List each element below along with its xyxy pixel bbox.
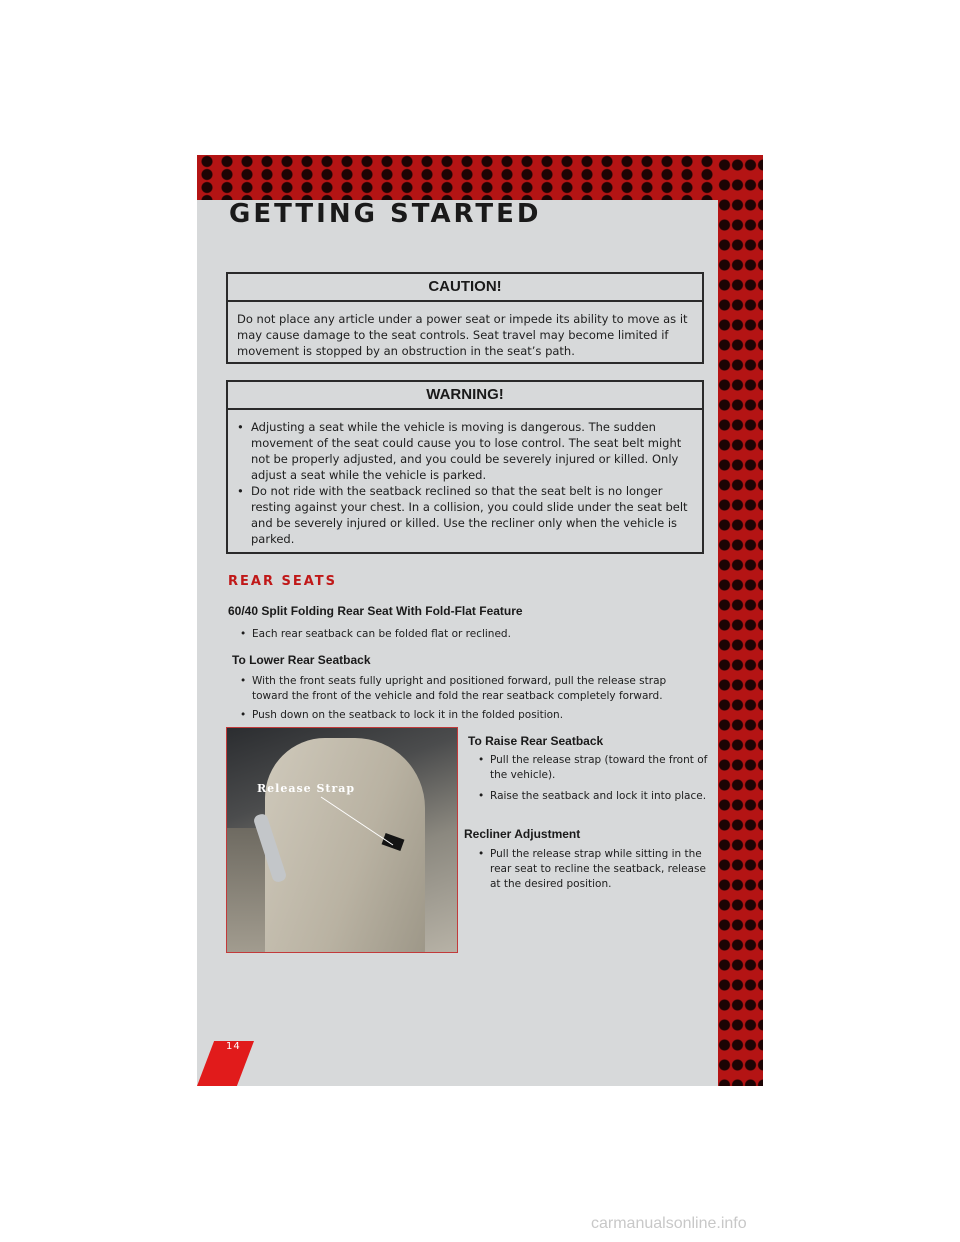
photo-callout-label: Release Strap xyxy=(257,782,356,795)
warning-list xyxy=(237,419,692,547)
lower-seatback-heading: To Lower Rear Seatback xyxy=(232,653,371,667)
warning-heading: WARNING! xyxy=(228,382,702,410)
release-strap-photo xyxy=(226,727,458,953)
callout-line xyxy=(227,728,458,953)
raise-seatback-item: • Raise the seatback and lock it into place. xyxy=(478,789,716,804)
decorative-red-band-top xyxy=(197,155,763,200)
recliner-item: • Pull the release strap while sitting in the rear seat to recline the seatback, release at the desired position. xyxy=(478,847,716,892)
raise-seatback-item: • Pull the release strap (toward the front of the vehicle). xyxy=(478,753,716,783)
caution-heading: CAUTION! xyxy=(228,274,702,302)
feature-bullet: • Each rear seatback can be folded flat or reclined. xyxy=(240,627,712,642)
watermark: carmanualsonline.info xyxy=(591,1215,747,1232)
caution-text: Do not place any article under a power seat or impede its ability to move as it may cause damage to the seat controls. Seat travel may become limited if movement is stopped by an obstruction in the seat’s path. xyxy=(237,312,688,358)
section-title: GETTING STARTED xyxy=(229,199,542,229)
caution-box xyxy=(226,272,704,364)
warning-item: • Do not ride with the seatback reclined so that the seat belt is no longer resting against your chest. In a collision, you could slide under the seat belt and be severely injured or killed. Use the recliner only when the vehicle is parked. xyxy=(237,483,692,547)
rear-seats-title: REAR SEATS xyxy=(228,574,338,589)
raise-seatback-heading: To Raise Rear Seatback xyxy=(468,734,604,748)
lower-seatback-item: • With the front seats fully upright and positioned forward, pull the release strap toward the front of the vehicle and fold the rear seatback completely forward. xyxy=(240,674,700,704)
warning-item: • Adjusting a seat while the vehicle is moving is dangerous. The sudden movement of the seat could cause you to lose control. The seat belt might not be properly adjusted, and you could be severely injured or killed. Only adjust a seat while the vehicle is parked. xyxy=(237,419,692,483)
decorative-red-band-right xyxy=(718,155,763,1086)
lower-seatback-item: • Push down on the seatback to lock it in the folded position. xyxy=(240,708,700,723)
warning-box xyxy=(226,380,704,554)
recliner-heading: Recliner Adjustment xyxy=(464,827,581,841)
page-number: 14 xyxy=(226,1041,241,1052)
feature-heading: 60/40 Split Folding Rear Seat With Fold-Flat Feature xyxy=(228,604,523,618)
